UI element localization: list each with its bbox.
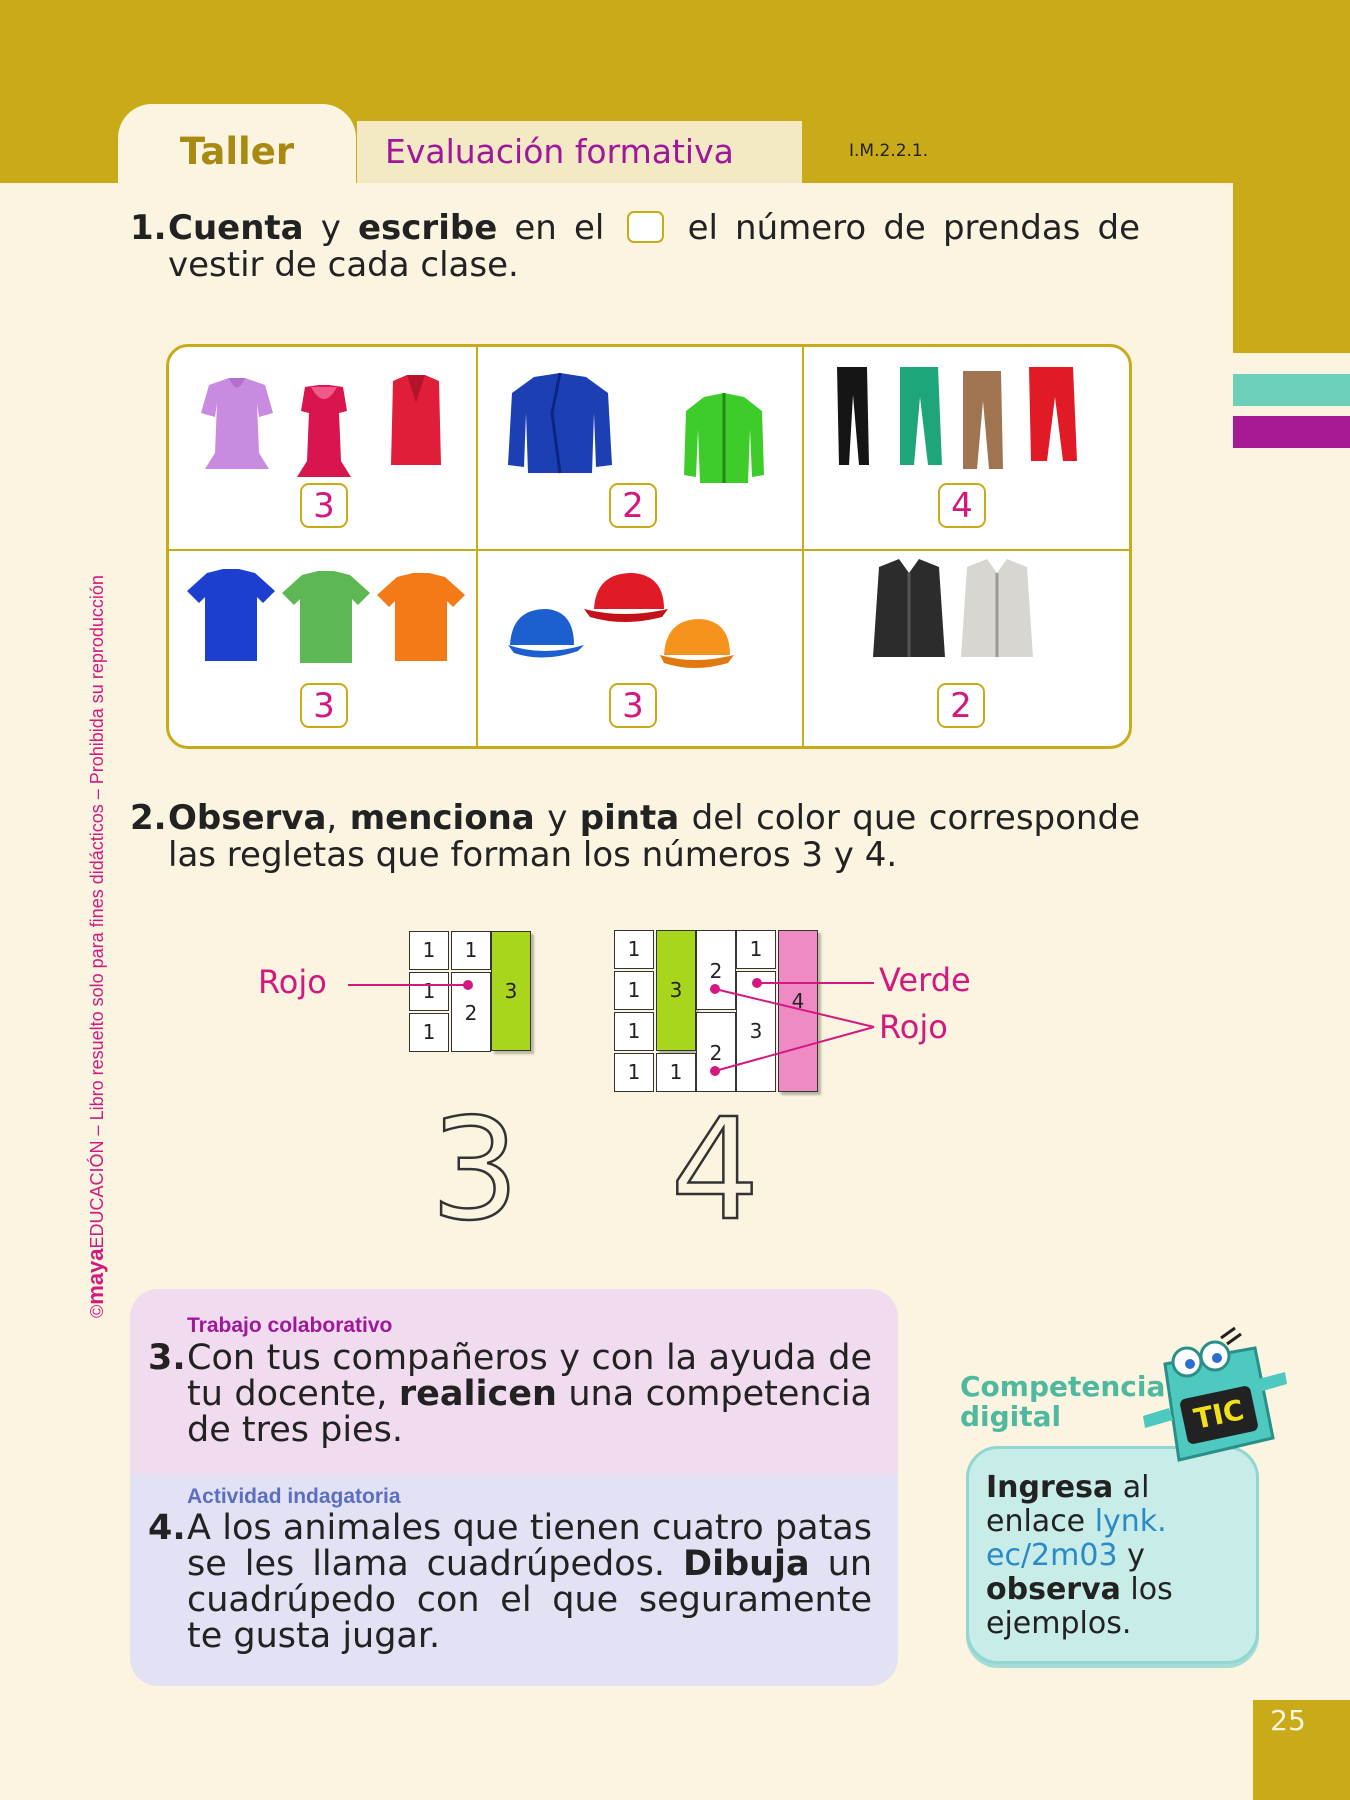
q3-number: 3. (148, 1338, 186, 1378)
tic-word-ingresa: Ingresa (986, 1470, 1114, 1505)
rod-cell: 2 (696, 930, 736, 1010)
q4-line1: A los animales que tienen cuatro patas (187, 1508, 872, 1548)
inquiry-heading: Actividad indagatoria (187, 1485, 401, 1508)
trace-digit-four (660, 1100, 770, 1230)
title-line: digital (960, 1400, 1062, 1433)
q4-text: un (809, 1544, 872, 1584)
title-line: Competencia (960, 1370, 1166, 1403)
rod-cell: 1 (614, 1012, 654, 1051)
q1-text: y (303, 208, 358, 248)
q2-text: , (326, 798, 350, 838)
count-box-jackets[interactable]: 2 (609, 483, 657, 528)
tic-text-part: y (1117, 1538, 1145, 1573)
tic-mascot-icon (1135, 1318, 1295, 1468)
q3-line2 (187, 1376, 872, 1412)
digit-3: 3 (430, 1100, 520, 1230)
rod-cell: 1 (736, 930, 776, 969)
digit-4: 4 (670, 1100, 760, 1230)
page-number: 25 (1270, 1704, 1306, 1737)
q2-word-pinta: pinta (579, 798, 680, 838)
rod-cell: 1 (614, 930, 654, 969)
q4-line2 (187, 1546, 872, 1582)
rod-cell: 1 (614, 1053, 654, 1092)
section-title: Evaluación formativa (385, 132, 734, 171)
rod-cell-pink: 4 (778, 930, 818, 1092)
q4-line4: te gusta jugar. (187, 1616, 441, 1656)
q1-text: el número de prendas de (670, 208, 1140, 248)
q4-line3: cuadrúpedo con el que seguramente (187, 1580, 872, 1620)
trace-digit-three (420, 1100, 530, 1230)
q2-line2: las regletas que forman los números 3 y 4. (168, 835, 898, 875)
indicator-code: I.M.2.2.1. (849, 141, 929, 161)
rod-cell: 1 (614, 971, 654, 1010)
rod-cell: 1 (409, 931, 449, 970)
q4-text: se les llama cuadrúpedos. (187, 1544, 684, 1584)
label-rojo-left: Rojo (258, 963, 327, 1001)
side-credit-text: EDUCACIÓN – Libro resuelto solo para fines didácticos – Prohibida su reproducción (87, 575, 107, 1249)
q4-number: 4. (148, 1508, 186, 1548)
rod-cell: 1 (409, 972, 449, 1011)
rod-cell: 1 (409, 1013, 449, 1052)
brand-logo: maya (83, 1248, 108, 1305)
collab-heading: Trabajo colaborativo (187, 1314, 393, 1337)
tic-word-observa: observa (986, 1572, 1121, 1607)
rod-cell: 1 (656, 1053, 696, 1092)
count-box-caps[interactable]: 3 (609, 683, 657, 728)
rod-cell: 2 (696, 1012, 736, 1092)
q1-line2: vestir de cada clase. (168, 245, 519, 285)
count-box-pants[interactable]: 4 (938, 483, 986, 528)
taller-label: Taller (179, 130, 295, 173)
rod-cell: 2 (451, 972, 491, 1052)
q3-text: una competencia (556, 1374, 872, 1414)
q3-line3: de tres pies. (187, 1410, 403, 1450)
tic-text-part: al enlace (986, 1470, 1150, 1539)
q2-text: y (534, 798, 580, 838)
q1-text: en el (497, 208, 622, 248)
q2-number: 2. (130, 798, 167, 838)
q2-word-menciona: menciona (349, 798, 535, 838)
copyright-symbol: © (87, 1304, 107, 1318)
q3-text: tu docente, (187, 1374, 399, 1414)
rod-cell-green: 3 (491, 931, 531, 1051)
count-box-blouses[interactable]: 3 (300, 483, 348, 528)
q2-word-observa: Observa (168, 798, 327, 838)
label-verde: Verde (879, 961, 971, 999)
count-box-tshirts[interactable]: 3 (300, 683, 348, 728)
rod-cell: 1 (451, 931, 491, 970)
rod-cell: 3 (736, 971, 776, 1092)
tic-text (986, 1471, 1246, 1641)
q3-word-realicen: realicen (398, 1374, 557, 1414)
q1-word-escribe: escribe (357, 208, 498, 248)
q4-word-dibuja: Dibuja (683, 1544, 810, 1584)
tic-text-part: los ejemplos. (986, 1572, 1173, 1641)
q3-line1: Con tus compañeros y con la ayuda de (187, 1338, 872, 1378)
rod-cell-green: 3 (656, 930, 696, 1051)
q2-text: del color que corresponde (679, 798, 1140, 838)
q1-number: 1. (130, 208, 167, 248)
q1-word-cuenta: Cuenta (168, 208, 304, 248)
count-box-vests[interactable]: 2 (937, 683, 985, 728)
tic-link[interactable]: lynk. ec/2m03 (986, 1504, 1167, 1573)
tic-badge: TIC (1190, 1393, 1247, 1436)
label-rojo-right: Rojo (879, 1008, 948, 1046)
